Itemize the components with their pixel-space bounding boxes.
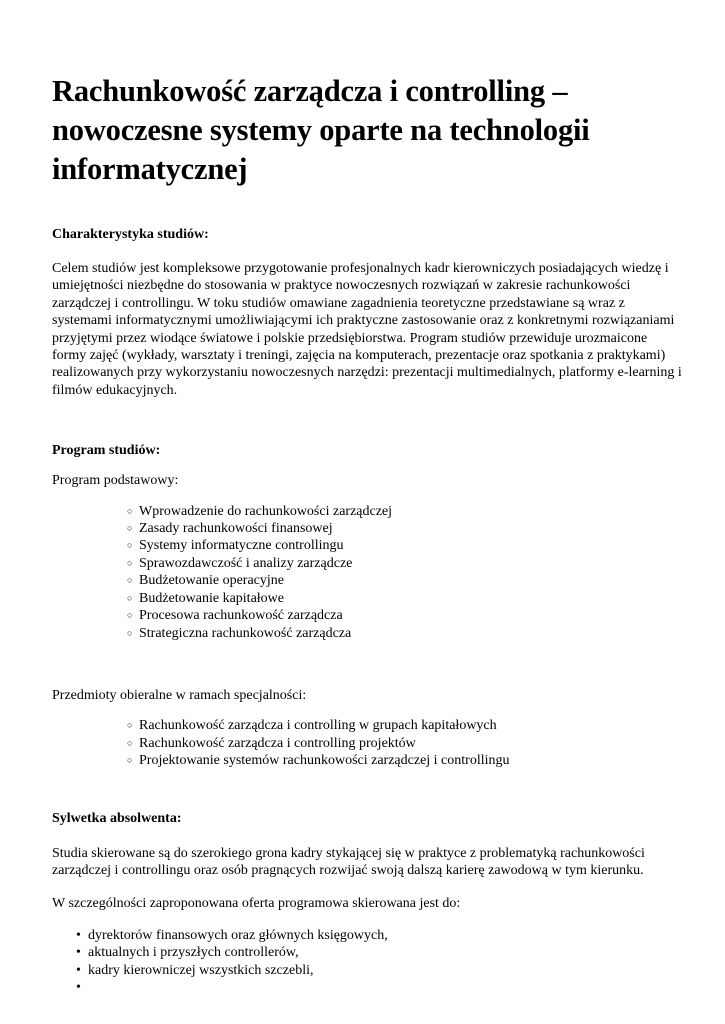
- characteristics-heading: Charakterystyka studiów:: [52, 227, 209, 242]
- characteristics-text: Celem studiów jest kompleksowe przygotowanie profesjonalnych kadr kierowniczych posiadających wiedzę i umiejętności niezbędne do stosowania w praktyce nowoczesnych rozwiązań w zakresie rachunkowości zarządczej i controllingu. W toku studiów omawiane zagadnienia teoretyczne przedstawiane są wraz z systemami informatycznymi umożliwiającymi ich praktyczne zastosowanie oraz z konkretnymi rozwiązaniami przyjętymi przez wiodące światowe i polskie przedsiębiorstwa. Program studiów przewiduje urozmaicone formy zajęć (wykłady, warsztaty i treningi, zajęcia na komputerach, prezentacje oraz spotkania z praktykami) realizowanych przy wykorzystaniu nowoczesnych narzędzi: prezentacji multimedialnych, platformy e-learning i filmów edukacyjnych.: [52, 261, 682, 398]
- list-item: ○ Strategiczna rachunkowość zarządcza: [129, 625, 682, 642]
- list-item: ○ Projektowanie systemów rachunkowości zarządczej i controllingu: [129, 752, 682, 769]
- list-item: ○ Rachunkowość zarządcza i controlling w grupach kapitałowych: [129, 717, 682, 734]
- elective-label: Przedmioty obieralne w ramach specjalności:: [52, 687, 307, 703]
- target-audience-list: [76, 927, 682, 997]
- list-item: • aktualnych i przyszłych controllerów,: [76, 944, 682, 961]
- list-item: [76, 979, 682, 996]
- graduate-text-2: W szczególności zaproponowana oferta programowa skierowana jest do:: [52, 896, 461, 912]
- list-item: ○ Systemy informatyczne controllingu: [129, 537, 682, 554]
- graduate-text-1: Studia skierowane są do szerokiego grona kadry stykającej się w praktyce z problematyką rachunkowości zarządczej i controllingu oraz osób pragnących rozwijać swoją dalszą karierę zawodową w tym kierunku.: [52, 845, 645, 878]
- list-item: ○ Zasady rachunkowości finansowej: [129, 520, 682, 537]
- basic-program-label: Program podstawowy:: [52, 473, 179, 489]
- page-title: Rachunkowość zarządcza i controlling – nowoczesne systemy oparte na technologii informatycznej: [52, 74, 590, 186]
- list-item: ○ Rachunkowość zarządcza i controlling projektów: [129, 735, 682, 752]
- basic-program-list: [129, 503, 682, 642]
- list-item: ○ Wprowadzenie do rachunkowości zarządczej: [129, 503, 682, 520]
- list-item: ○ Sprawozdawczość i analizy zarządcze: [129, 555, 682, 572]
- list-item: ○ Procesowa rachunkowość zarządcza: [129, 607, 682, 624]
- list-item: ○ Budżetowanie kapitałowe: [129, 590, 682, 607]
- list-item: ○ Budżetowanie operacyjne: [129, 572, 682, 589]
- program-heading: Program studiów:: [52, 443, 161, 459]
- graduate-heading: Sylwetka absolwenta:: [52, 810, 182, 826]
- list-item: • dyrektorów finansowych oraz głównych księgowych,: [76, 927, 682, 944]
- document-page: [52, 0, 682, 996]
- elective-list: [129, 717, 682, 769]
- list-item: • kadry kierowniczej wszystkich szczebli,: [76, 962, 682, 979]
